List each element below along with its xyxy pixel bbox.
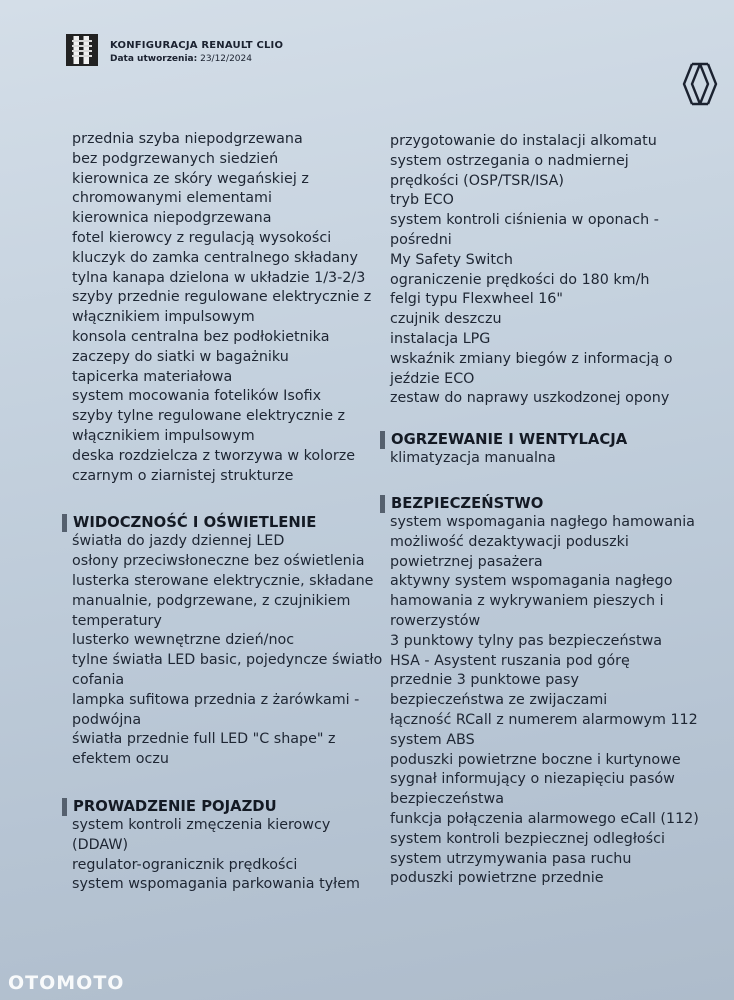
- list-item: światła do jazdy dziennej LED: [72, 533, 285, 550]
- list-item: kierownica ze skóry wegańskiej z: [72, 170, 309, 187]
- renault-diamond-icon: [682, 62, 718, 106]
- list-item: zestaw do naprawy uszkodzonej opony: [390, 390, 670, 407]
- list-item: przednia szyba niepodgrzewana: [72, 131, 303, 147]
- qr-code-icon: [68, 36, 96, 64]
- list-item: lusterka sterowane elektrycznie, składane: [72, 572, 374, 589]
- list-item: jeździe ECO: [390, 370, 475, 387]
- list-item: tylna kanapa dzielona w układzie 1/3-2/3: [72, 269, 366, 286]
- section-title-visibility: WIDOCZNOŚĆ I OŚWIETLENIE: [62, 514, 377, 532]
- list-item: czujnik deszczu: [390, 311, 502, 328]
- list-item: klimatyzacja manualna: [390, 450, 556, 467]
- list-item: możliwość dezaktywacji poduszki: [390, 533, 629, 550]
- document-header: [68, 34, 668, 78]
- list-item: poduszki powietrzne boczne i kurtynowe: [390, 751, 681, 768]
- list-item: system wspomagania nagłego hamowania: [390, 513, 695, 530]
- list-item: system ABS: [390, 731, 475, 748]
- list-item: regulator-ogranicznik prędkości: [72, 856, 298, 873]
- list-item: system kontroli bezpiecznej odległości: [390, 830, 665, 847]
- list-item: system ostrzegania o nadmiernej: [390, 152, 629, 169]
- list-item: włącznikiem impulsowym: [72, 427, 255, 444]
- list-item: szyby tylne regulowane elektrycznie z: [72, 408, 346, 425]
- section-title-driving: PROWADZENIE POJAZDU: [62, 798, 377, 816]
- list-item: ograniczenie prędkości do 180 km/h: [390, 271, 650, 288]
- list-item: bez podgrzewanych siedzień: [72, 150, 279, 167]
- list-item: szyby przednie regulowane elektrycznie z: [72, 289, 372, 306]
- list-item: tryb ECO: [390, 192, 454, 209]
- list-item: system wspomagania parkowania tyłem: [72, 876, 360, 893]
- creation-date-value: 23/12/2024: [200, 54, 252, 64]
- configuration-title: KONFIGURACJA RENAULT CLIO: [110, 40, 284, 51]
- list-item: czarnym o ziarnistej strukturze: [72, 467, 294, 484]
- list-item: osłony przeciwsłoneczne bez oświetlenia: [72, 553, 365, 570]
- section-title-heating: OGRZEWANIE I WENTYLACJA: [380, 431, 710, 449]
- list-item: My Safety Switch: [390, 251, 513, 268]
- list-item: bezpieczeństwa ze zwijaczami: [390, 692, 608, 709]
- list-item: funkcja połączenia alarmowego eCall (112): [390, 810, 699, 827]
- list-item: powietrznej pasażera: [390, 553, 543, 570]
- heating-list: [390, 449, 710, 469]
- list-item: rowerzystów: [390, 612, 481, 629]
- right-equipment-list: [390, 132, 710, 409]
- list-item: prędkości (OSP/TSR/ISA): [390, 172, 564, 189]
- list-item: przednie 3 punktowe pasy: [390, 672, 579, 689]
- list-item: temperatury: [72, 612, 162, 629]
- list-item: system kontroli ciśnienia w oponach -: [390, 212, 659, 229]
- list-item: zaczepy do siatki w bagażniku: [72, 348, 289, 365]
- list-item: cofania: [72, 671, 125, 688]
- otomoto-watermark: OTOMOTO: [8, 972, 125, 994]
- list-item: światła przednie full LED "C shape" z: [72, 731, 336, 748]
- list-item: kluczyk do zamka centralnego składany: [72, 249, 358, 266]
- left-column: [72, 130, 383, 895]
- safety-list: [390, 513, 710, 889]
- list-item: pośredni: [390, 231, 452, 248]
- list-item: tylne światła LED basic, pojedyncze światło: [72, 652, 383, 669]
- list-item: tapicerka materiałowa: [72, 368, 233, 385]
- list-item: efektem oczu: [72, 751, 169, 768]
- creation-date: [110, 54, 252, 64]
- section-title-safety: BEZPIECZEŃSTWO: [380, 495, 710, 513]
- list-item: chromowanymi elementami: [72, 190, 272, 207]
- list-item: manualnie, podgrzewane, z czujnikiem: [72, 592, 351, 609]
- list-item: deska rozdzielcza z tworzywa w kolorze: [72, 447, 356, 464]
- list-item: 3 punktowy tylny pas bezpieczeństwa: [390, 632, 663, 649]
- list-item: system utrzymywania pasa ruchu: [390, 850, 632, 867]
- list-item: łączność RCall z numerem alarmowym 112: [390, 711, 698, 728]
- left-equipment-list: [72, 130, 377, 486]
- list-item: podwójna: [72, 711, 142, 728]
- list-item: kierownica niepodgrzewana: [72, 210, 272, 227]
- list-item: poduszki powietrzne przednie: [390, 870, 604, 887]
- list-item: (DDAW): [72, 836, 129, 853]
- list-item: sygnał informujący o niezapięciu pasów: [390, 771, 675, 788]
- list-item: system mocowania fotelików Isofix: [72, 388, 322, 405]
- list-item: HSA - Asystent ruszania pod górę: [390, 652, 630, 669]
- right-column: [390, 132, 710, 889]
- driving-list: [72, 816, 377, 895]
- list-item: fotel kierowcy z regulacją wysokości: [72, 229, 332, 246]
- visibility-list: [72, 532, 383, 770]
- list-item: konsola centralna bez podłokietnika: [72, 328, 330, 345]
- creation-date-label: Data utworzenia:: [110, 54, 198, 64]
- list-item: hamowania z wykrywaniem pieszych i: [390, 593, 664, 610]
- list-item: lampka sufitowa przednia z żarówkami -: [72, 691, 360, 708]
- list-item: przygotowanie do instalacji alkomatu: [390, 133, 657, 149]
- list-item: felgi typu Flexwheel 16": [390, 291, 563, 308]
- list-item: włącznikiem impulsowym: [72, 309, 255, 326]
- list-item: lusterko wewnętrzne dzień/noc: [72, 632, 295, 649]
- list-item: bezpieczeństwa: [390, 791, 504, 808]
- list-item: instalacja LPG: [390, 330, 491, 347]
- list-item: system kontroli zmęczenia kierowcy: [72, 816, 331, 833]
- list-item: wskaźnik zmiany biegów z informacją o: [390, 350, 673, 367]
- list-item: aktywny system wspomagania nagłego: [390, 573, 673, 590]
